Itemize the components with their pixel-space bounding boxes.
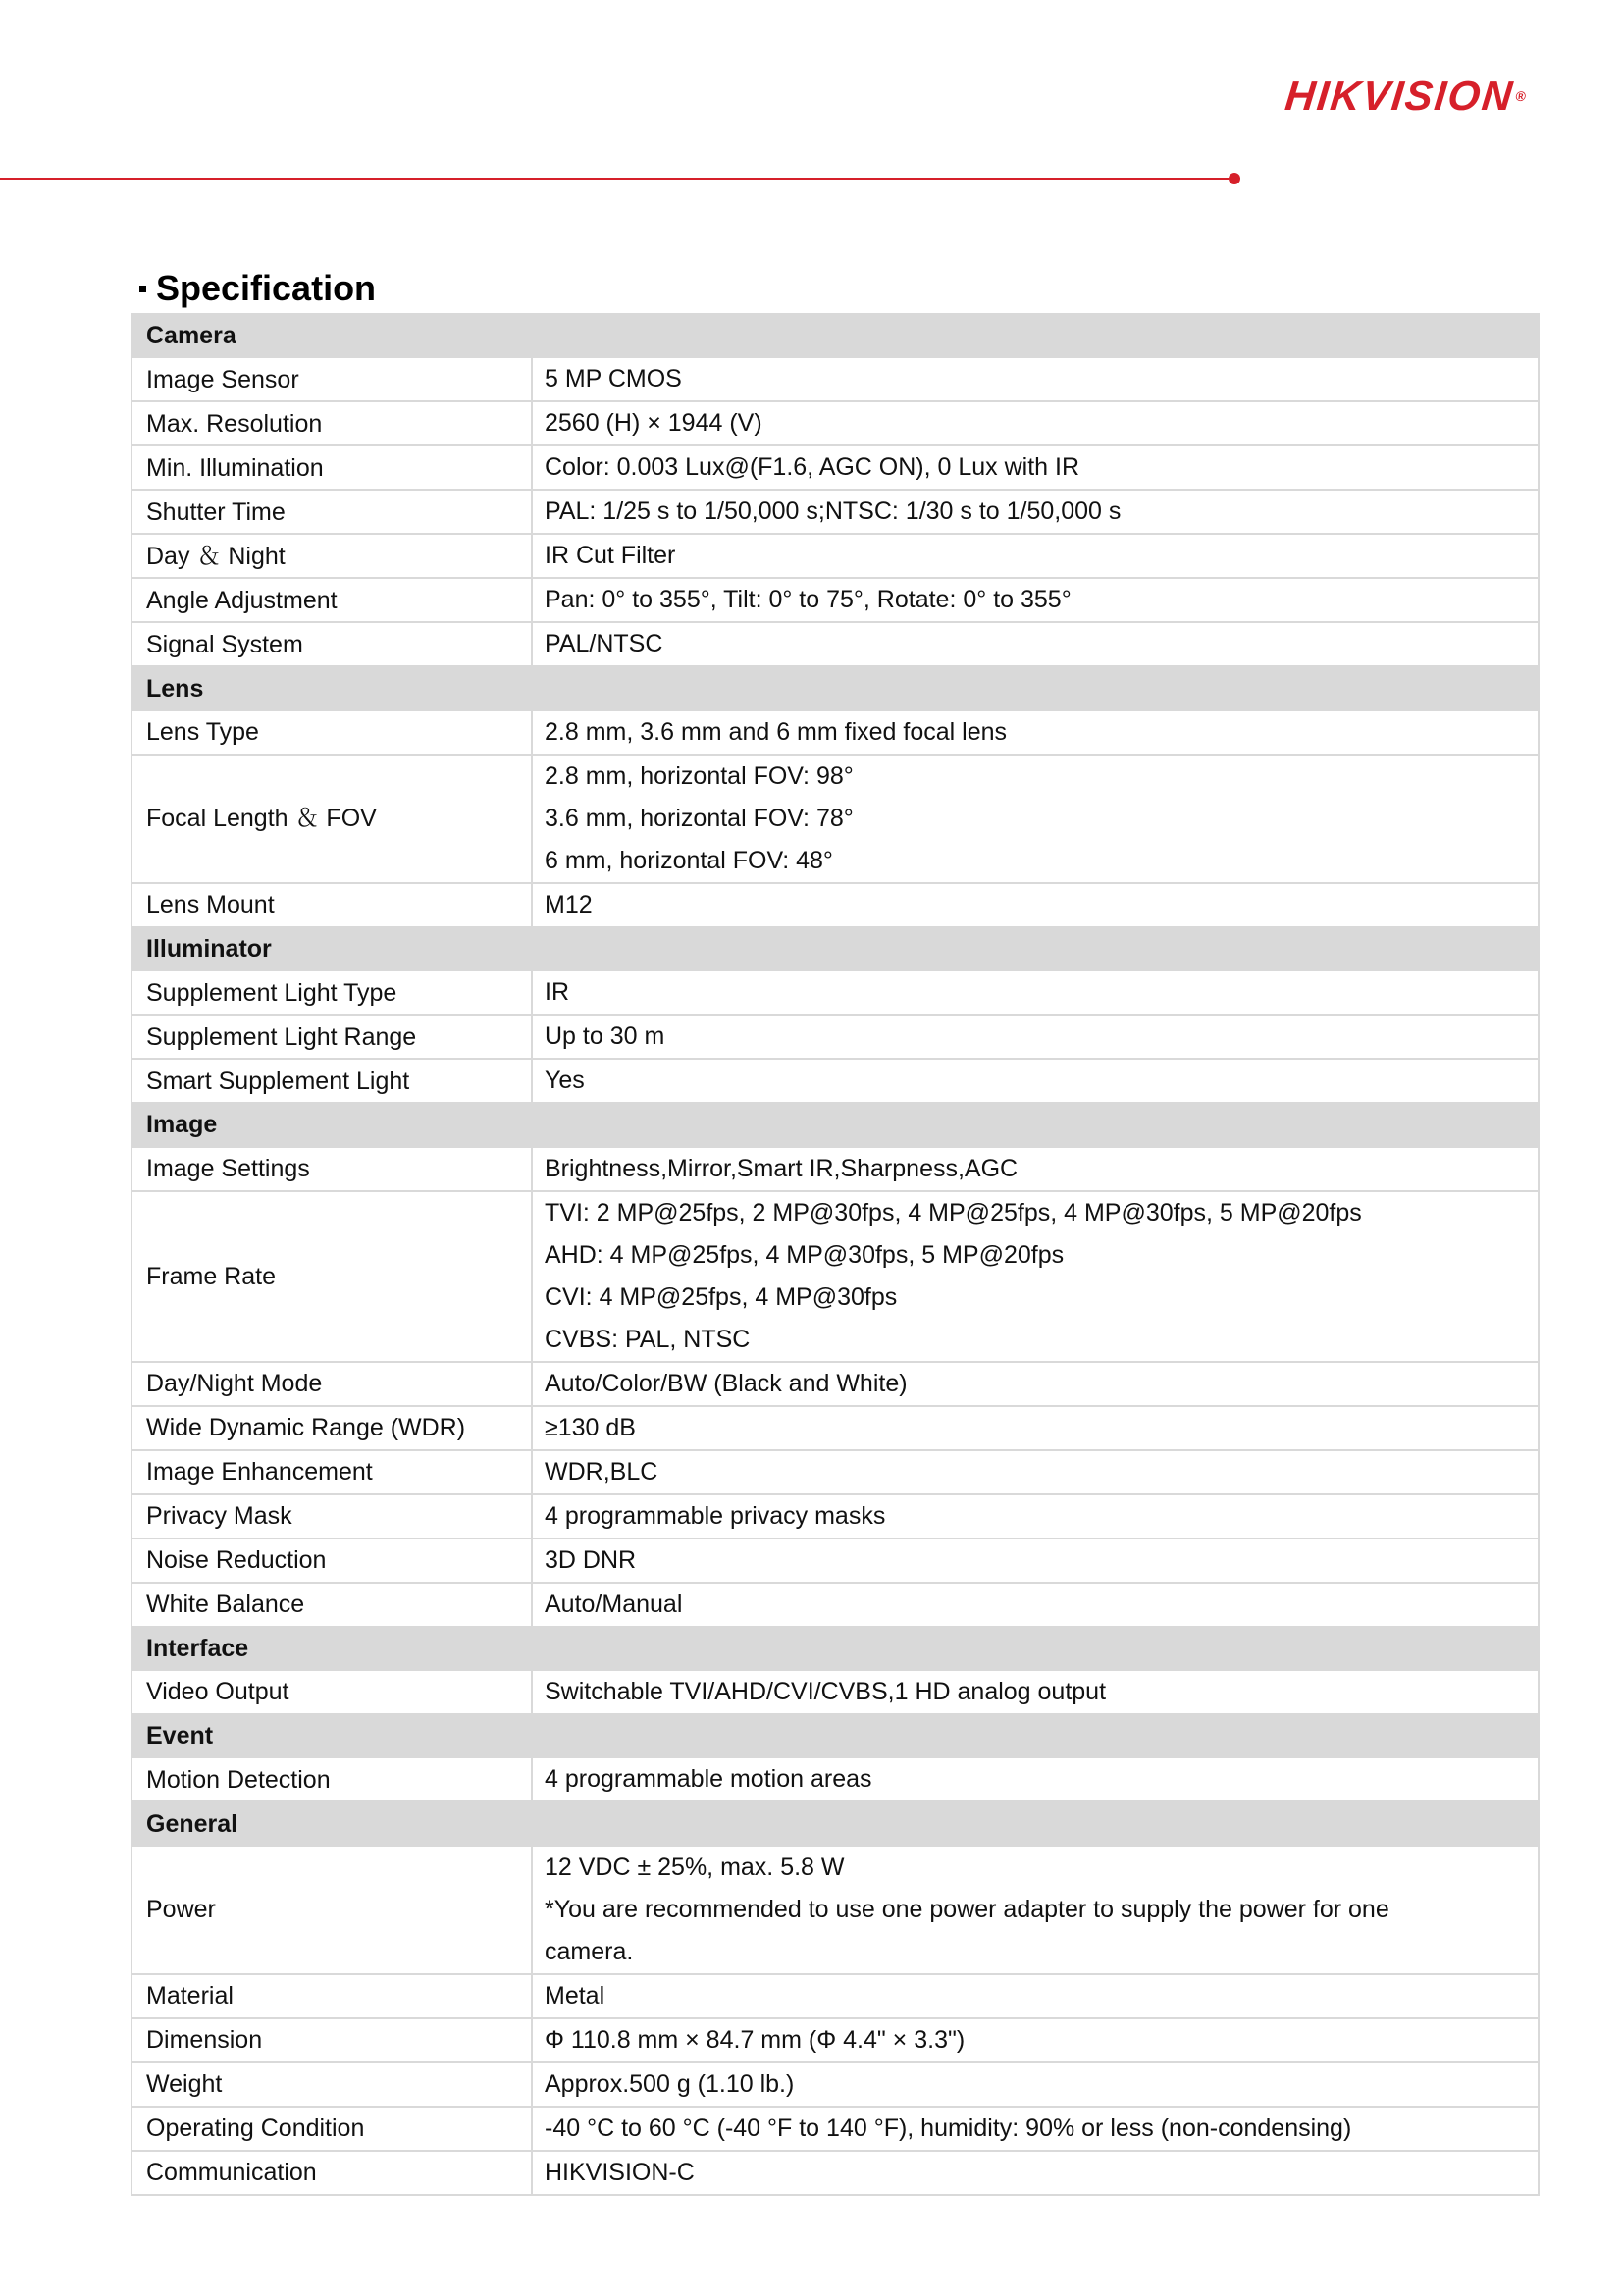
spec-value-line: 2.8 mm, 3.6 mm and 6 mm fixed focal lens (545, 717, 1008, 746)
spec-value (532, 445, 1539, 490)
spec-label: Max. Resolution (131, 401, 532, 445)
spec-label: Noise Reduction (131, 1539, 532, 1583)
spec-category-label: Event (131, 1714, 1539, 1757)
spec-value (532, 401, 1539, 445)
spec-category-label: Illuminator (131, 927, 1539, 970)
spec-value-line: CVI: 4 MP@25fps, 4 MP@30fps (545, 1282, 898, 1311)
spec-row (131, 970, 1539, 1015)
spec-value (532, 755, 1539, 883)
spec-row (131, 710, 1539, 755)
spec-label: Angle Adjustment (131, 578, 532, 622)
spec-value (532, 490, 1539, 534)
spec-value-line: Brightness,Mirror,Smart IR,Sharpness,AGC (545, 1154, 1019, 1182)
spec-value-line: Approx.500 g (1.10 lb.) (545, 2069, 795, 2098)
spec-label: Privacy Mask (131, 1494, 532, 1539)
spec-value (532, 2107, 1539, 2151)
spec-row (131, 2018, 1539, 2062)
spec-value (532, 1670, 1539, 1714)
spec-value (532, 1494, 1539, 1539)
spec-row (131, 1494, 1539, 1539)
spec-value (532, 1450, 1539, 1494)
spec-value (532, 357, 1539, 401)
bullet-icon (139, 286, 146, 292)
spec-value-line: Φ 110.8 mm × 84.7 mm (Φ 4.4" × 3.3") (545, 2025, 966, 2054)
spec-label: Image Settings (131, 1147, 532, 1191)
spec-value-line: Switchable TVI/AHD/CVI/CVBS,1 HD analog output (545, 1677, 1107, 1705)
spec-value (532, 1015, 1539, 1059)
spec-value (532, 1059, 1539, 1103)
spec-row (131, 1191, 1539, 1362)
spec-label: Weight (131, 2062, 532, 2107)
spec-table-body (131, 314, 1539, 2195)
spec-value-line: CVBS: PAL, NTSC (545, 1325, 751, 1353)
spec-label: Focal Length ＆ FOV (131, 755, 532, 883)
spec-category-row (131, 927, 1539, 970)
spec-category-label: Lens (131, 666, 1539, 709)
spec-row (131, 578, 1539, 622)
spec-value (532, 578, 1539, 622)
spec-row (131, 1539, 1539, 1583)
spec-label: Material (131, 1974, 532, 2018)
spec-value (532, 710, 1539, 755)
spec-row (131, 1406, 1539, 1450)
spec-category-row (131, 1714, 1539, 1757)
registered-mark: ® (1514, 88, 1529, 104)
spec-label: Min. Illumination (131, 445, 532, 490)
brand-logo (1283, 75, 1531, 118)
spec-value (532, 2151, 1539, 2195)
spec-category-row (131, 314, 1539, 357)
spec-row (131, 1450, 1539, 1494)
spec-row (131, 1059, 1539, 1103)
spec-category-row (131, 1801, 1539, 1845)
spec-row (131, 2062, 1539, 2107)
brand-logo-text: HIKVISION (1283, 73, 1517, 119)
spec-row (131, 1147, 1539, 1191)
spec-row (131, 2151, 1539, 2195)
spec-value-line: PAL: 1/25 s to 1/50,000 s;NTSC: 1/30 s to 1/50,000 s (545, 497, 1122, 526)
spec-value-line: 2.8 mm, horizontal FOV: 98° (545, 761, 854, 790)
spec-category-label: Camera (131, 314, 1539, 357)
spec-value-line: Color: 0.003 Lux@(F1.6, AGC ON), 0 Lux with IR (545, 453, 1080, 482)
spec-value-line: 5 MP CMOS (545, 365, 682, 393)
section-title-text: Specification (156, 268, 377, 308)
spec-label: Signal System (131, 622, 532, 666)
spec-label: Frame Rate (131, 1191, 532, 1362)
spec-table (131, 313, 1540, 2196)
spec-label: Operating Condition (131, 2107, 532, 2151)
spec-value (532, 1846, 1539, 1974)
spec-value-line: 12 VDC ± 25%, max. 5.8 W (545, 1852, 845, 1881)
section-title (139, 267, 376, 310)
spec-value (532, 1406, 1539, 1450)
spec-category-row (131, 666, 1539, 709)
spec-row (131, 445, 1539, 490)
spec-value-line: TVI: 2 MP@25fps, 2 MP@30fps, 4 MP@25fps, 4 MP@30fps, 5 MP@20fps (545, 1198, 1362, 1226)
spec-label: Shutter Time (131, 490, 532, 534)
spec-value-line: 3.6 mm, horizontal FOV: 78° (545, 804, 854, 832)
spec-value-line: -40 °C to 60 °C (-40 °F to 140 °F), humidity: 90% or less (non-condensing) (545, 2113, 1352, 2142)
spec-label: Dimension (131, 2018, 532, 2062)
spec-label: Lens Mount (131, 883, 532, 927)
spec-value-line: 4 programmable motion areas (545, 1765, 872, 1794)
spec-value-line: Up to 30 m (545, 1022, 665, 1051)
spec-value (532, 1757, 1539, 1801)
spec-label: Supplement Light Type (131, 970, 532, 1015)
spec-value-line: 3D DNR (545, 1545, 637, 1574)
spec-label: Video Output (131, 1670, 532, 1714)
spec-value-line: WDR,BLC (545, 1457, 658, 1486)
header-rule (0, 178, 1229, 180)
spec-row (131, 1974, 1539, 2018)
spec-value (532, 1191, 1539, 1362)
spec-value-line: Auto/Manual (545, 1590, 683, 1618)
spec-row (131, 755, 1539, 883)
spec-value-line: HIKVISION-C (545, 2158, 695, 2186)
spec-value (532, 883, 1539, 927)
spec-label: Wide Dynamic Range (WDR) (131, 1406, 532, 1450)
spec-row (131, 534, 1539, 578)
spec-value-line: M12 (545, 890, 593, 918)
spec-row (131, 622, 1539, 666)
spec-value (532, 1362, 1539, 1406)
spec-value-line: IR Cut Filter (545, 542, 676, 570)
spec-value (532, 1147, 1539, 1191)
spec-row (131, 1583, 1539, 1627)
spec-row (131, 401, 1539, 445)
spec-label: Supplement Light Range (131, 1015, 532, 1059)
spec-value-line: Auto/Color/BW (Black and White) (545, 1369, 908, 1397)
spec-row (131, 1670, 1539, 1714)
spec-label: Smart Supplement Light (131, 1059, 532, 1103)
spec-value (532, 2062, 1539, 2107)
spec-value-line: 6 mm, horizontal FOV: 48° (545, 846, 833, 874)
spec-category-label: General (131, 1801, 1539, 1845)
spec-row (131, 490, 1539, 534)
spec-category-row (131, 1103, 1539, 1146)
spec-value-line: Yes (545, 1067, 585, 1095)
spec-row (131, 1362, 1539, 1406)
spec-label: Image Sensor (131, 357, 532, 401)
spec-row (131, 1015, 1539, 1059)
spec-value (532, 622, 1539, 666)
spec-category-label: Interface (131, 1627, 1539, 1670)
spec-value-line: 4 programmable privacy masks (545, 1501, 886, 1530)
spec-label: Power (131, 1846, 532, 1974)
spec-label: Lens Type (131, 710, 532, 755)
spec-label: Communication (131, 2151, 532, 2195)
spec-value (532, 1974, 1539, 2018)
spec-value-line: ≥130 dB (545, 1413, 636, 1441)
spec-row (131, 883, 1539, 927)
spec-value (532, 1583, 1539, 1627)
spec-row (131, 1846, 1539, 1974)
spec-value-line: 2560 (H) × 1944 (V) (545, 409, 762, 438)
spec-category-row (131, 1627, 1539, 1670)
spec-row (131, 1757, 1539, 1801)
spec-value-line: *You are recommended to use one power adapter to supply the power for one (545, 1895, 1389, 1923)
header-rule-dot (1229, 173, 1240, 184)
spec-value-line: IR (545, 978, 569, 1007)
spec-value (532, 534, 1539, 578)
spec-label: Image Enhancement (131, 1450, 532, 1494)
spec-label: Day/Night Mode (131, 1362, 532, 1406)
spec-row (131, 357, 1539, 401)
spec-value-line: camera. (545, 1937, 634, 1965)
spec-value-line: PAL/NTSC (545, 630, 663, 658)
spec-value (532, 970, 1539, 1015)
spec-category-label: Image (131, 1103, 1539, 1146)
spec-value (532, 2018, 1539, 2062)
spec-value-line: AHD: 4 MP@25fps, 4 MP@30fps, 5 MP@20fps (545, 1240, 1065, 1269)
spec-value (532, 1539, 1539, 1583)
spec-value-line: Pan: 0° to 355°, Tilt: 0° to 75°, Rotate: 0° to 355° (545, 586, 1072, 614)
spec-row (131, 2107, 1539, 2151)
spec-label: Motion Detection (131, 1757, 532, 1801)
spec-label: Day ＆ Night (131, 534, 532, 578)
spec-value-line: Metal (545, 1981, 605, 2009)
spec-label: White Balance (131, 1583, 532, 1627)
